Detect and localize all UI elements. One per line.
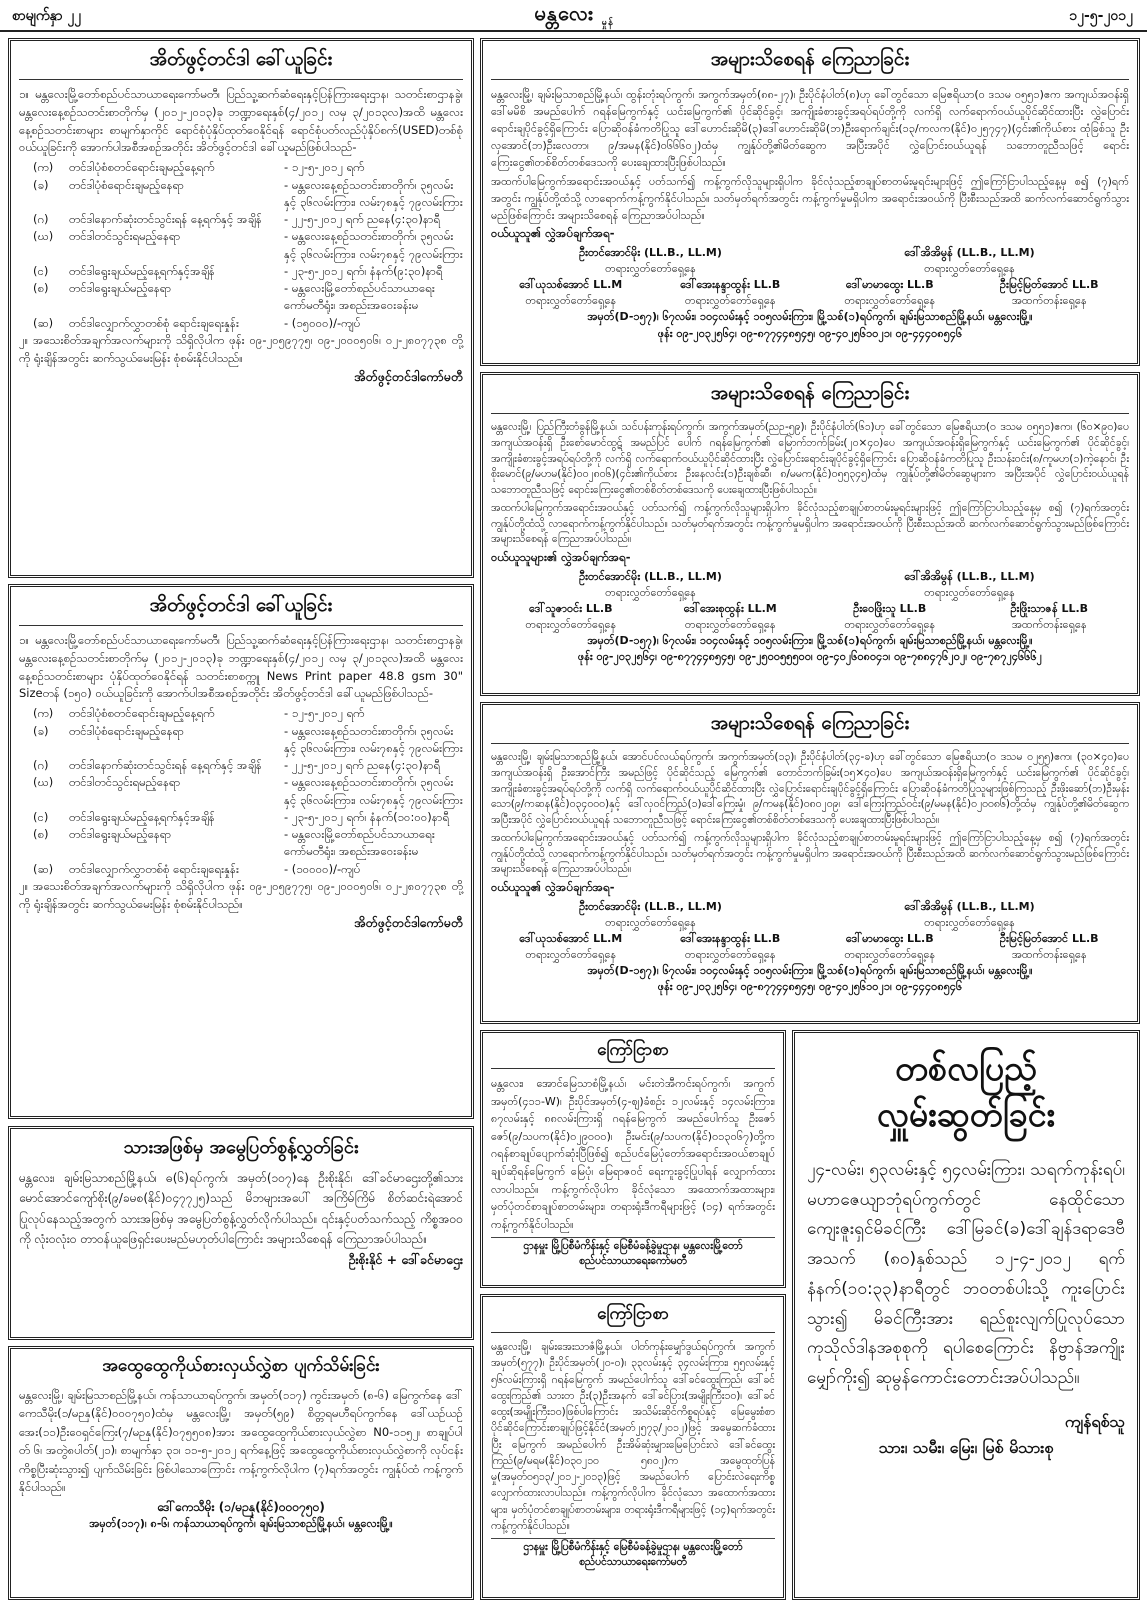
notice-body: မန္တလေးမြို့၊ ချမ်းမြသာစည်မြို့နယ်၊ အောင်ပင်လယ်ရပ်ကွက်၊ အကွက်အမှတ်(၁၃)၊ ဦးပိုင်နံပါတ်(၃၄-ခ)ဟု ခေါ်တွင်သော မြေဧရိယာ(၀ ဒသမ ၀၂၅၅)ဧက၊ (၃၀×၄၀)ပေ အကျယ်အဝန်းရှိ ဦးအောင်ကြီး အမည်ဖြင့် ပိုင်ဆိုင်သည့် မြေကွက်၏ တောင်ဘက်ခြမ်း(၁၅×၄၀)ပေ အကျယ်အဝန်းရှိမြေကွက်နှင့် ယင်းမြေကွက်၏ ပိုင်ဆိုင်ခွင့်၊ အကျိုးခံစားခွင့်အရပ်ရပ်တို့ကို လက်ရှိ လက်ရောက်ဝယ်ယူပိုင်ဆိုင်ထားပြီး လွှဲပြောင်းရောင်းချပိုင်ခွင့်ရှိကြောင်း ပြောဆိုဝန်ခံကတိပြုသူများဖြစ်ကြသည့် ဦးဖိုးဆော်(ဘ)ဦးမှန်းသော(၉/ကဆန(နိုင်)၀၃၄၀၀၀)နှင့် ဒေါ်လှဝင်ကြည်(၁)ဒေါ်ကြေးမှုံ၊ ၉/ကမန(နိုင်)၀၈၀၂၀၉၊ ဒေါ်ကြေးကြည်ဝင်း(၉/မမန(နိုင်)၀၂၀၀၈၆)တို့ထံမှ ကျွန်ုပ်တို့၏မိတ်ဆွေက အပြီးအပိုင် လွှဲပြောင်းဝယ်ယူရန် သဘောတူညီသဖြင့် ရောင်းကြေးငွေ၏တစ်စိတ်တစ်ဒေသကို ပေးချေထားပြီးဖြစ်ပါသည်။ — [491, 751, 1129, 826]
lawyer-role: တရားလွှတ်တော်ရှေ့နေ — [525, 294, 617, 308]
tender-intro: ၁။ မန္တလေးမြို့တော်စည်ပင်သာယာရေးကော်မတီ၊ ပြည်သူ့ဆက်ဆံရေးနှင့်ပြန်ကြားရေးဌာန၊ သတင်းစာဌာနခွဲ၊ မန္တလေးနေ့စဉ်သတင်းစာတိုက်မှ (၂၀၁၂-၂၀၁၃)ခု ဘဏ္ဍာရေးနှစ်(၄/၂၀၁၂ လမှ ၃/၂၀၁၃လ)အထိ မန္တလေးနေ့စဉ်သတင်းစာများ စာမျက်နှာကိုင် ရောင်စုံပုံနှိပ်ထုတ်ဝေနိုင်ရန် ရောင်စုံပတ်လည်ပုံနှိပ်စက်(USED)တစ်စုံဝယ်ယူခြင်းကို အောက်ပါအစီအစဉ်အတိုင်း အိတ်ဖွင့်တင်ဒါ ခေါ်ယူမည်ဖြစ်ပါသည်- — [19, 87, 463, 155]
tender-schedule — [19, 705, 463, 878]
row-label: တင်ဒါရွေးချယ်မည့်နေ့ရက်နှင့်အချိန် — [69, 263, 215, 278]
obituary-notice — [792, 1030, 1140, 1600]
lawyer — [810, 931, 970, 963]
disownment-notice — [8, 1126, 474, 1340]
tender-notice-2 — [8, 584, 474, 1119]
row-label: တင်ဒါနောက်ဆုံးတင်သွင်းရန် နေ့ရက်နှင့် အချိန် — [69, 758, 262, 772]
poa-title: အထွေထွေကိုယ်စားလှယ်လွှဲစာ ပျက်သိမ်းခြင်း — [102, 1356, 380, 1376]
row-value: - မန္တလေးနေ့စဉ်သတင်းစာတိုက်၊ ၃၅လမ်းနှင့် ၃၆လမ်းကြား၊ လမ်း၇၈နှင့် ၇၉လမ်းကြား — [284, 229, 463, 261]
row-key: (င) — [33, 809, 49, 824]
tender-title: အိတ်ဖွင့်တင်ဒါ ခေါ်ယူခြင်း — [19, 47, 463, 80]
office-phones: ဖုန်း ၀၉-၂၀၃၂၅၆၄၊ ၀၉-၈၇၇၄၄၈၅၄၅၊ ၀၉-၄၀၂၅၆၁၀၂၁၊ ၀၉-၄၄၄၀၈၅၄၆ — [657, 980, 963, 994]
obituary-title — [807, 1047, 1125, 1139]
page-header — [0, 0, 1147, 32]
row-value: - မန္တလေးနေ့စဉ်သတင်းစာတိုက်၊ ၃၅လမ်းနှင့် ၃၆လမ်းကြား၊ လမ်း၇၈နှင့် ၇၉လမ်းကြား — [284, 775, 463, 807]
notice-label: ဝယ်ယူသူ၏ လွှဲအပ်ချက်အရ- — [491, 880, 615, 894]
masthead-subtitle: မှုန် — [601, 18, 614, 28]
row-key: (ဆ) — [33, 315, 54, 330]
row-label: တင်ဒါရွေးချယ်မည့်နေရာ — [69, 281, 172, 295]
notice-objection: အထက်ပါမြေကွက်အရောင်းအဝယ်နှင့် ပတ်သက်၍ ကန့်ကွက်လိုသူများရှိပါက ခိုင်လုံသည့်စာချုပ်စာတမ်းမူရင်းများဖြင့် ဤကြော်ငြာပါသည့်နေ့မှ စ၍ (၇)ရက်အတွင်း ကျွန်ုပ်တို့ထံသို့ လာရောက်ကန့်ကွက်နိုင်ပါသည်။ သတ်မှတ်ရက်အတွင်း ကန့်ကွက်မှုမရှိပါက အရောင်းအဝယ်ကို ပြီးစီးသည်အထိ ဆက်လက်ဆောင်ရွက်သွားမည်ဖြစ်ကြောင်း အများသိစေရန် ကြေညာအပ်ပါသည်။ — [491, 501, 1129, 546]
masthead-title: မန္တလေး — [534, 1, 594, 25]
tender-schedule — [19, 159, 463, 332]
row-key: (စ) — [33, 827, 49, 841]
row-label: တင်ဒါလျှောက်လွှာတစ်စုံ ရောင်းချရေးနှုန်း — [69, 861, 239, 876]
lawyer-role: အထက်တန်းရှေ့နေ — [1011, 294, 1087, 308]
lawyer-name: ဒေါ်မာမာထွေး LL.B — [845, 278, 934, 292]
lawyer — [491, 245, 810, 277]
disown-signature: ဦးစိုးနိုင် + ဒေါ်ခင်မာဌေး — [348, 1251, 463, 1267]
lawyer — [491, 899, 810, 931]
lawyer-list-top — [491, 899, 1129, 931]
lawyer — [651, 601, 811, 633]
lawyer-list-bottom — [491, 601, 1129, 633]
ad-title: ကြော်ငြာစာ — [491, 1039, 775, 1069]
lawyer-name: ဒေါ်အိအိမွန် (LL.B., LL.M) — [904, 900, 1035, 913]
lawyer-list-top — [491, 569, 1129, 601]
lawyer-name: ဦးတင်အောင်မိုး (LL.B., LL.M) — [579, 570, 722, 583]
lawyer-name: ဦးဝေဖြိုးသူ LL.B — [853, 601, 927, 615]
disown-title: သားအဖြစ်မှ အမွေပြတ်စွန့်လွှတ်ခြင်း — [123, 1137, 359, 1158]
public-notice-3 — [480, 702, 1140, 1024]
lawyer-name: ဒေါ်အိအိမွန် (LL.B., LL.M) — [904, 246, 1035, 260]
ad-body: မန္တလေး၊ အောင်မြေသာစံမြို့နယ်၊ မင်းတဲအီကင်းရပ်ကွက်၊ အကွက်အမှတ်(၄၁၁-W)၊ ဦးပိုင်အမှတ်(၄-ဈ)ခံစဉ်း ၁၂လမ်းနှင့် ၁၄လမ်းကြား၊ ၈၇လမ်းနှင့် ၈၈လမ်းကြားရှိ ဂရန်မြေကွက် အမည်ပေါက်သူ ဦးဇော်ဇော်(၉/သပက(နိုင်)၀၂၉၀၀၀)၊ ဦးမင်း(၉/သပက(နိုင်)၀၁၃၀၆၇)တို့က ဂရန်စာချုပ်ပျောက်ဆုံးပြီဖြစ်၍ စည်ပင်မြေပုံတော်အရောင်းအဝယ်စာချုပ် ချုပ်ဆိုရန်မြေကွက် မြေပုံ၊ မြေရာဇဝင် ရေးကူးခွင့်ပြုပါရန် လျှောက်ထားလာပါသည်။ ကန့်ကွက်လိုပါက ခိုင်လုံသော အထောက်အထားများ၊ မှတ်ပုံတင်စာချုပ်စာတမ်းများ၊ တရားရုံးဒီကရီများဖြင့် (၁၄) ရက်အတွင်း ကန့်ကွက်နိုင်ပါသည်။ — [491, 1077, 775, 1231]
lawyer-name: ဦးဖြိုးသာဇန် LL.B — [1010, 601, 1089, 615]
lawyer-role: တရားလွှတ်တော်ရှေ့နေ — [844, 947, 936, 961]
lawyer — [491, 277, 651, 309]
office-address: အမှတ်(D-၁၅၇)၊ ၆၇လမ်း၊ ၁၀၄လမ်းနှင့် ၁၀၅လမ်းကြား၊ မြို့သစ်(၁)ရပ်ကွက်၊ ချမ်းမြသာစည်မြို့နယ်၊ မန္တလေးမြို့။ — [587, 633, 1033, 647]
lawyer — [810, 899, 1129, 931]
poa-body: မန္တလေးမြို့၊ ချမ်းမြသာစည်မြို့နယ်၊ ကန်သာယာရပ်ကွက်၊ အမှတ်(၁၁၇) ကွင်းအမှတ် (၈-၆) မြေကွက်နေ ဒေါ်ကေသီမိုး(၁/မဉနှ(နိုင်)၀၀၀၇၅၀)ထံမှ မန္တလေးမြို့၊ အမှတ်(၅၉) စိတ္တရမဟီရပ်ကွက်နေ ဒေါ်ယဉ်ယဉ်အေး(၁၁)ဦးဝေရှင်ကြေး(၇/မဉနှ(နိုင်)၀၇၅၅၀၈)အား အထွေထွေကိုယ်စားလှယ်လွှဲစာ N0-၁၁၅၂၊ စာချုပ်ပါတ် ၆၊ အတွဲ၈ပါတ်(၂၁)၊ စာမျက်နှာ ၃၁၊ ၁၁-၅-၂၀၁၂ ရက်နေ့ဖြင့် အထွေထွေကိုယ်စားလှယ်လွှဲစာကို လုပ်ငန်းကိစ္စပြီးဆုံးသွား၍ ပျက်သိမ်းခြင်း ဖြစ်ပါသောကြောင်း ကန့်ကွက်လိုပါက (၇)ရက်အတွင်း ကျွန်ုပ်ထံ ကန့်ကွက်နိုင်ပါသည်။ — [19, 1388, 463, 1494]
row-value: - မန္တလေးမြို့တော်စည်ပင်သာယာရေးကော်မတီရုံး၊ အစည်းအဝေးခန်းမ — [284, 827, 435, 859]
lawyer-name: ဒေါ်အေးနန္ဒာထွန်း LL.B — [680, 278, 781, 292]
disown-body: မန္တလေး၊ ချမ်းမြသာစည်မြို့နယ်၊ ဓ(၆)ရပ်ကွက်၊ အမှတ်(၁၀၇)နေ ဦးစိုးနိုင်၊ ဒေါ်ခင်မာဌေးတို့၏သား မောင်အောင်ကျော်စိုး(၉/ခမစ(နိုင်)၀၄၇၇၂၅)သည် မိဘများအပေါ် အကြိမ်ကြိမ် စိတ်ဆင်းရဲအောင်ပြုလုပ်နေသည့်အတွက် သားအဖြစ်မှ အမွေပြတ်စွန့်လွှတ်လိုက်ပါသည်။ ၎င်းနှင့်ပတ်သက်သည့် ကိစ္စအဝဝကို လုံးဝလုံးဝ တာဝန်ယူဖြေရှင်းပေးမည်မဟုတ်ပါကြောင်း အများသိစေရန် ကြေညာအပ်ပါသည်။ — [19, 1171, 463, 1247]
lawyer — [491, 931, 651, 963]
row-value: - ၂၂-၅-၂၀၁၂ ရက် ညနေ(၄:၃၀)နာရီ — [284, 758, 441, 772]
notice-body: မန္တလေးမြို့၊ ပြည်ကြီးတံခွန်မြို့နယ်၊ သင်ပန်းကုန်းရပ်ကွက်၊ အကွက်အမှတ်(ညဉ-၅၉)၊ ဦးပိုင်နံပါတ်(၆၁)ဟု ခေါ်တွင်သော မြေဧရိယာ(၀ ဒသမ ၀၅၅၁)ဧက၊ (၆၀×၉၀)ပေ အကျယ်အဝန်းရှိ ဦးစော်မောင်ထွဋ် အမည်ပြင် ပေါက် ဂရန်မြေကွက်၏ မြောက်ဘက်ခြမ်း(၂၀×၄၀)ပေ အကျယ်အဝန်းရှိမြေကွက်နှင့် ယင်းမြေကွက်၏ ပိုင်ဆိုင်ခွင့်၊ အကျိုးခံစားခွင့်အရပ်ရပ်တို့ကို လက်ရှိ လက်ရောက်ဝယ်ယူပိုင်ဆိုင်ထားပြီး လွှဲပြောင်းရောင်းချပိုင်ခွင့်ရှိကြောင်း ပြောဆိုဝန်ခံကတိပြုသူ ဦးသန်းဝင်း(၈/ကူမဟ(၁)ကဲ့နောင်၊ ဦးစိုးမောင်(၉/မဟမ(နိုင်)၀၀၂၈၀၆)(၄င်း၏ကိုယ်စား ဦးနေလင်း(၁)ဦးချစ်ဆီ၊ ၈/မမက(နိုင်)၀၅၅၃၄၅)ထံမှ ကျွန်ုပ်တို့၏မိတ်ဆွေများက အပြီးအပိုင် လွှဲပြောင်းဝယ်ယူရန် သဘောတူညီသဖြင့် ရောင်းကြေးငွေ၏တစ်စိတ်တစ်ဒေသကို ပေးချေထားပြီးဖြစ်ပါသည်။ — [491, 421, 1129, 496]
lawyer-role: တရားလွှတ်တော်ရှေ့နေ — [684, 947, 776, 961]
page-number: စာမျက်နှာ ၂၂ — [12, 8, 82, 24]
row-value: - (၁၅၀၀၀)/-ကျပ် — [284, 315, 361, 330]
lawyer — [810, 245, 1129, 277]
lawyer-list-top — [491, 245, 1129, 277]
ad-title: ကြော်ငြာစာ — [491, 1303, 775, 1333]
tender-contact: ၂။ အသေးစိတ်အချက်အလက်များကို သိရှိလိုပါက ဖုန်း ၀၉-၂၀၅၉၇၇၅၊ ၀၉-၂၀၀၀၅၀၆၊ ၀၂-၂၈၀၇၇၃၈ တို့ကို ရုံးချိန်အတွင်း ဆက်သွယ်မေးမြန်း စုံစမ်းနိုင်ပါသည်။ — [19, 878, 463, 911]
notice-objection: အထက်ပါမြေကွက်အရောင်းအဝယ်နှင့် ပတ်သက်၍ ကန့်ကွက်လိုသူများရှိပါက ခိုင်လုံသည့်စာချုပ်စာတမ်းမူရင်းများဖြင့် ဤကြော်ငြာပါသည့်နေ့မှ စ၍ (၇)ရက်အတွင်း ကျွန်ုပ်တို့ထံသို့ လာရောက်ကန့်ကွက်နိုင်ပါသည်။ သတ်မှတ်ရက်အတွင်း ကန့်ကွက်မှုမရှိပါက အရောင်းအဝယ်ကို ပြီးစီးသည်အထိ ဆက်လက်ဆောင်ရွက်သွားမည်ဖြစ်ကြောင်း အများသိစေရန် ကြေညာအပ်ပါသည်။ — [491, 175, 1129, 223]
row-value: - ၁၂-၅-၂၀၁၂ ရက် — [284, 706, 365, 721]
lawyer-role: တရားလွှတ်တော်ရှေ့နေ — [684, 617, 776, 631]
public-notice-1 — [480, 38, 1140, 366]
row-value: - ၁၂-၅-၂၀၁၂ ရက် — [284, 160, 365, 175]
lawyer-role: တရားလွှတ်တော်ရှေ့နေ — [605, 585, 696, 599]
office-address: အမှတ်(D-၁၅၇)၊ ၆၇လမ်း၊ ၁၀၄လမ်းနှင့် ၁၀၅လမ်းကြား၊ မြို့သစ်(၁)ရပ်ကွက်၊ ချမ်းမြသာစည်မြို့နယ်၊ မန္တလေးမြို့။ — [587, 963, 1033, 977]
tender-title: အိတ်ဖွင့်တင်ဒါ ခေါ်ယူခြင်း — [19, 593, 463, 626]
lawyer-role: တရားလွှတ်တော်ရှေ့နေ — [605, 262, 696, 276]
row-value: - မန္တလေးမြို့တော်စည်ပင်သာယာရေးကော်မတီရုံး၊ အစည်းအဝေးခန်းမ — [284, 281, 435, 313]
lawyer-role: တရားလွှတ်တော်ရှေ့နေ — [844, 294, 936, 308]
lawyer-name: ဒေါ်ယုသစ်အောင် LL.M — [519, 931, 623, 945]
lawyer-list-bottom — [491, 931, 1129, 963]
row-value: - မန္တလေးနေ့စဉ်သတင်းစာတိုက်၊ ၃၅လမ်းနှင့် ၃၆လမ်းကြား၊ လမ်း၇၈နှင့် ၇၉လမ်းကြား — [284, 177, 463, 209]
row-value: - ၂၂-၅-၂၀၁၂ ရက် ညနေ(၄:၃၀)နာရီ — [284, 212, 441, 226]
lawyer — [810, 277, 970, 309]
lawyer-name: ဦးတင်အောင်မိုး (LL.B., LL.M) — [579, 900, 722, 913]
lawyer — [970, 931, 1130, 963]
poa-cancellation-notice — [8, 1346, 474, 1600]
notice-body: မန္တလေးမြို့၊ ချမ်းမြသာစည်မြို့နယ်၊ ထွန်းတုံးရပ်ကွက်၊ အကွက်အမှတ်(၈၈-၂၇)၊ ဦးပိုင်နံပါတ်(၈)ဟု ခေါ်တွင်သော မြေဧရိယာ(၀ ဒသမ ၀၅၅၁)ဧက အကျယ်အဝန်းရှိ ဒေါ်မမိစိ အမည်ပေါက် ဂရန်မြေကွက်နှင့် ယင်းမြေကွက်၏ ပိုင်ဆိုင်ခွင့်၊ အကျိုးခံစားခွင့်အရပ်ရပ်တို့ကို လက်ရှိ လက်ရောက်ဝယ်ယူပိုင်ဆိုင်ထားပြီး လွှဲပြောင်းရောင်းချပိုင်ခွင့်ရှိကြောင်း ပြောဆိုဝန်ခံကတိပြုသူ ဒေါ်ဟောင်းဆိုမိ(၃)ဒေါ်ဟောင်းဆိုမိ(ဘ)ဦးရောက်ချင်း(၁၃/ကလက(နိုင်)၀၂၅၇၄၇)(၄င်း၏ကိုယ်စား ထုံခြစ်သူ ဦးလှအောင်(ဘ)ဦးလေတာ၊ ၉/အမန(နိုင်)၀၆၆၆၀၂)ထံမှ ကျွန်ုပ်တို့၏မိတ်ဆွေက အပြီးအပိုင် လွှဲပြောင်းဝယ်ယူရန် သဘောတူညီသဖြင့် ရောင်းကြေးငွေ၏တစ်စိတ်တစ်ဒေသကို ပေးချေထားပြီးဖြစ်ပါသည်။ — [491, 88, 1129, 170]
row-key: (က) — [33, 706, 54, 721]
lawyer — [491, 601, 651, 633]
masthead-logo — [520, 0, 628, 28]
row-label: တင်ဒါပုံစံရောင်းချမည့်နေရာ — [69, 723, 184, 738]
lawyer-role: အထက်တန်းရှေ့နေ — [1011, 947, 1087, 961]
lawyer-role: တရားလွှတ်တော်ရှေ့နေ — [605, 915, 696, 929]
obituary-signature: သား၊ သမီး၊ မြေး၊ မြစ် မိသားစု — [878, 1437, 1054, 1457]
lawyer — [810, 569, 1129, 601]
lawyer — [810, 601, 970, 633]
lawyer-role: တရားလွှတ်တော်ရှေ့နေ — [924, 262, 1015, 276]
office-phones: ဖုန်း ၀၉-၂၀၃၂၅၆၄၊ ၀၉-၈၇၇၄၄၈၅၄၅၊ ၀၉-၂၅၀၀၅၅၅၀၀၊ ၀၉-၄၀၂၆၀၈၀၄၁၊ ၀၉-၇၈၈၄၇၆၂၀၂၊ ၀၉-၇၈၇၂၄၆၆၆၂ — [577, 650, 1043, 664]
row-label: တင်ဒါရွေးချယ်မည့်နေ့ရက်နှင့်အချိန် — [69, 809, 215, 824]
lawyer-role: အထက်တန်းရှေ့နေ — [1011, 617, 1087, 631]
tender-intro: ၁။ မန္တလေးမြို့တော်စည်ပင်သာယာရေးကော်မတီ၊ ပြည်သူ့ဆက်ဆံရေးနှင့်ပြန်ကြားရေးဌာန၊ သတင်းစာဌာနခွဲ၊ မန္တလေးနေ့စဉ်သတင်းစာတိုက်မှ (၂၀၁၂-၂၀၁၃)ခု ဘဏ္ဍာရေးနှစ်(၄/၂၀၁၂ လမှ ၃/၂၀၁၃လ)အထိ မန္တလေးနေ့စဉ်သတင်းစာများ ပုံနှိပ်ထုတ်ဝေနိုင်ရန် သတင်းစာစက္ကူ News Print paper 48.8 gsm 30" Sizeတန် (၁၅၀) ဝယ်ယူခြင်းကို အောက်ပါအစီအစဉ်အတိုင်း အိတ်ဖွင့်တင်ဒါ ခေါ်ယူမည်ဖြစ်ပါသည်- — [19, 633, 463, 701]
row-key: (ဂ) — [33, 758, 49, 772]
row-value: - မန္တလေးနေ့စဉ်သတင်းစာတိုက်၊ ၃၅လမ်းနှင့် ၃၆လမ်းကြား၊ လမ်း၇၈နှင့် ၇၉လမ်းကြား — [284, 723, 463, 755]
lawyer — [651, 931, 811, 963]
row-key: (ဂ) — [33, 212, 49, 226]
public-notice-2 — [480, 372, 1140, 696]
lawyer — [970, 601, 1130, 633]
tender-signature: အိတ်ဖွင့်တင်ဒါကော်မတီ — [354, 915, 463, 931]
row-key: (ခ) — [33, 177, 49, 192]
obituary-signature-label: ကျန်ရစ်သူ — [1064, 1411, 1125, 1431]
row-label: တင်ဒါလျှောက်လွှာတစ်စုံ ရောင်းချရေးနှုန်း — [69, 315, 239, 330]
row-value: - (၁၀၀၀၀)/-ကျပ် — [284, 861, 361, 876]
row-key: (က) — [33, 160, 54, 175]
lawyer-list-bottom — [491, 277, 1129, 309]
lawyer-role: တရားလွှတ်တော်ရှေ့နေ — [844, 617, 936, 631]
row-label: တင်ဒါတင်သွင်းရမည့်နေရာ — [69, 775, 181, 790]
row-label: တင်ဒါပုံစံစတင်ရောင်းချမည့်နေ့ရက် — [69, 706, 215, 721]
obituary-title-line2: လှူမ်းဆွတ်ခြင်း — [876, 1094, 1056, 1135]
lawyer-name: ဦးမြင့်မြတ်အောင် LL.B — [999, 278, 1099, 292]
notice-objection: အထက်ပါမြေကွက်အရောင်းအဝယ်နှင့် ပတ်သက်၍ ကန့်ကွက်လိုသူများရှိပါက ခိုင်လုံသည့်စာချုပ်စာတမ်းမူရင်းများဖြင့် ဤကြော်ငြာပါသည့်နေ့မှ စ၍ (၇)ရက်အတွင်း ကျွန်ုပ်တို့ထံသို့ လာရောက်ကန့်ကွက်နိုင်ပါသည်။ သတ်မှတ်ရက်အတွင်း ကန့်ကွက်မှုမရှိပါက အရောင်းအဝယ်ကို ပြီးစီးသည်အထိ ဆက်လက်ဆောင်ရွက်သွားမည်ဖြစ်ကြောင်း အများသိစေရန် ကြေညာအပ်ပါသည်။ — [491, 831, 1129, 876]
lawyer-name: ဒေါ်ယုသစ်အောင် LL.M — [519, 278, 623, 292]
lawyer-role: တရားလွှတ်တော်ရှေ့နေ — [525, 947, 617, 961]
lawyer-name: ဦးတင်အောင်မိုး (LL.B., LL.M) — [579, 246, 722, 260]
row-value: - ၂၃-၅-၂၀၁၂ ရက်၊ နံနက်(၉:၃၀)နာရီ — [284, 263, 443, 278]
row-label: တင်ဒါနောက်ဆုံးတင်သွင်းရန် နေ့ရက်နှင့် အချိန် — [69, 212, 262, 226]
tender-notice-1 — [8, 38, 474, 578]
ad-body: မန္တလေးမြို့၊ ချမ်းအေးသာဇံမြို့နယ်၊ ပါတ်ကုန်းမျှော်ဒွယ်ရပ်ကွက်၊ အကွက်အမှတ်(၅၇၇)၊ ဦးပိုင်အမှတ်(၂၀-ဝ)၊ ၃၃လမ်းနှင့် ၃၄လမ်းကြား၊ ၅၅လမ်းနှင့် ၅၆လမ်းကြားရှိ ဂရန်မြေကွက် အမည်ပေါက်သူ ဒေါ်ခင်ထွေးကြည်၊ ဒေါ်ခင်ထွေးကြည်၏ သားတ ဦး(၃)ဦးအနက် ဒေါ်ခင်ပြား(အမျိုးကြီး၁၀)၊ ဒေါ်ခင်ထွေး(အမျိုးကြီး၁၀)ဖြစ်ပါကြောင်း အသိမ်းဆိုင်ကိစ္စရပ်နှင့် မြေမွေးစံစာ ပိုင်ဆိုင်ကြောင်းစာချုပ်ဖြင့်နိုင်ငံ(အမှတ်၂၅၇၃/၂၀၁၂)ဖြင့် အမွေဆက်ခံထားပြီး မြေကွက် အမည်ပေါက် ဦးအိမ်ဆုံးမျှားမြေပြောင်းလဲ ဒေါ်ခင်ထွေးကြည်(၉/မရမ(နိုင်)၀၃၀၂၁၀ ၅၈၀၂)က အမွေထုတ်ပြန်မှု(အမှတ်၀၅၁၃/၂၀၁၂-၂၀၁၃)ဖြင့် အမည်ပေါက် ပြောင်းလဲရေးကိစ္စ လျှောက်ထားလာပါသည်။ ကန့်ကွက်လိုပါက ခိုင်လုံသော အထောက်အထားများ၊ မှတ်ပုံတင်စာချုပ်စာတမ်းများ၊ တရားရုံးဒီကရီများဖြင့် (၁၄)ရက်အတွင်း ကန့်ကွက်နိုင်ပါသည်။ — [491, 1341, 775, 1532]
row-key: (ဆ) — [33, 861, 54, 876]
advertisement-2 — [480, 1294, 786, 1600]
notice-title: အများသိစေရန် ကြေညာခြင်း — [491, 47, 1129, 80]
row-label: တင်ဒါတင်သွင်းရမည့်နေရာ — [69, 229, 181, 244]
ad-footer: ဌာနမှူး မြို့ပြစီမံကိန်းနှင့် မြေစီမံခန့်ခွဲမှုဌာန၊ မန္တလေးမြို့တော်စည်ပင်သာယာရေးကော်မတီ — [491, 1237, 775, 1270]
lawyer-role: တရားလွှတ်တော်ရှေ့နေ — [924, 915, 1015, 929]
row-value: - ၂၃-၅-၂၀၁၂ ရက်၊ နံနက်(၁၀:၀၀)နာရီ — [284, 809, 450, 824]
row-key: (စ) — [33, 281, 49, 295]
poa-address: အမှတ်(၁၁၇)၊ ၈-၆၊ ကန်သာယာရပ်ကွက်၊ ချမ်းမြသာစည်မြို့နယ်၊ မန္တလေးမြို့။ — [89, 1517, 393, 1531]
row-key: (ဃ) — [33, 229, 54, 244]
notice-label: ဝယ်ယူသူများ၏ လွှဲအပ်ချက်အရ- — [491, 550, 631, 564]
lawyer-name: ဒေါ်အိအိမွန် (LL.B., LL.M) — [904, 570, 1035, 583]
notice-label: ဝယ်ယူသူ၏ လွှဲအပ်ချက်အရ- — [491, 226, 615, 241]
tender-signature: အိတ်ဖွင့်တင်ဒါကော်မတီ — [354, 369, 463, 385]
lawyer — [970, 277, 1130, 309]
lawyer-name: ဦးမြင့်မြတ်အောင် LL.B — [999, 931, 1099, 945]
lawyer-role: တရားလွှတ်တော်ရှေ့နေ — [924, 585, 1015, 599]
lawyer — [491, 569, 810, 601]
lawyer-name: ဒေါ်သူဇာဝင်း LL.B — [529, 601, 613, 615]
row-label: တင်ဒါပုံစံရောင်းချမည့်နေရာ — [69, 177, 184, 192]
page-date: ၁၂-၅-၂၀၁၂ — [1069, 8, 1133, 24]
lawyer-role: တရားလွှတ်တော်ရှေ့နေ — [684, 294, 776, 308]
row-key: (ခ) — [33, 723, 49, 738]
row-key: (င) — [33, 263, 49, 278]
obituary-body: ၂၄-လမ်း၊ ၅၃လမ်းနှင့် ၅၄လမ်းကြား၊ သရက်ကုန်းရပ်၊ မဟာဇေယျာဘုံရပ်ကွက်တွင် နေထိုင်သော ကျေးဇူးရှင်မိခင်ကြီး ဒေါ်မြခင်(ခ)ဒေါ်ချန်ဒရာဒေဗီ အသက် (၈၀)နှစ်သည် ၁၂-၄-၂၀၁၂ ရက် နံနက်(၁၀:၃၃)နာရီတွင် ဘဝတစ်ပါးသို့ ကူးပြောင်းသွား၍ မိခင်ကြီးအား ရည်စူးလျက်ပြုလုပ်သော ကုသိုလ်ဒါနအစုစုကို ရပါစေကြောင်း နိဗ္ဗာန်အကျိုး မျှော်ကိုး၍ ဆုမွန်ကောင်းတောင်းအပ်ပါသည်။ — [807, 1159, 1125, 1389]
notice-title: အများသိစေရန် ကြေညာခြင်း — [491, 381, 1129, 414]
row-label: တင်ဒါပုံစံစတင်ရောင်းချမည့်နေ့ရက် — [69, 160, 215, 175]
notice-title: အများသိစေရန် ကြေညာခြင်း — [491, 711, 1129, 744]
office-phones: ဖုန်း ၀၉-၂၀၃၂၅၆၄၊ ၀၉-၈၇၇၄၄၈၅၄၅၊ ၀၉-၄၀၂၅၆၁၀၂၁၊ ၀၉-၄၄၄၀၈၅၄၆ — [657, 326, 963, 340]
lawyer-name: ဒေါ်အေးနန္ဒာထွန်း LL.B — [680, 931, 781, 945]
poa-signature: ဒေါ်ကေသီမိုး (၁/မဉနှ(နိုင်)၀၀၀၇၅၀) — [157, 1500, 325, 1515]
lawyer — [651, 277, 811, 309]
obituary-title-line1: တစ်လပြည့် — [894, 1049, 1038, 1089]
row-key: (ဃ) — [33, 775, 54, 790]
lawyer-name: ဒေါ်အေးစုထွန်း LL.M — [683, 601, 777, 615]
row-label: တင်ဒါရွေးချယ်မည့်နေရာ — [69, 827, 172, 841]
advertisement-1 — [480, 1030, 786, 1288]
lawyer-role: တရားလွှတ်တော်ရှေ့နေ — [525, 617, 617, 631]
ad-footer: ဌာနမှူး မြို့ပြစီမံကိန်းနှင့် မြေစီမံခန့်ခွဲမှုဌာန၊ မန္တလေးမြို့တော်စည်ပင်သာယာရေးကော်မတီ — [491, 1538, 775, 1571]
tender-contact: ၂။ အသေးစိတ်အချက်အလက်များကို သိရှိလိုပါက ဖုန်း ၀၉-၂၀၅၉၇၇၅၊ ၀၉-၂၀၀၀၅၀၆၊ ၀၂-၂၈၀၇၇၃၈ တို့ကို ရုံးချိန်အတွင်း ဆက်သွယ်မေးမြန်း စုံစမ်းနိုင်ပါသည်။ — [19, 332, 463, 365]
lawyer-name: ဒေါ်မာမာထွေး LL.B — [845, 931, 934, 945]
office-address: အမှတ်(D-၁၅၇)၊ ၆၇လမ်း၊ ၁၀၄လမ်းနှင့် ၁၀၅လမ်းကြား၊ မြို့သစ်(၁)ရပ်ကွက်၊ ချမ်းမြသာစည်မြို့နယ်၊ မန္တလေးမြို့။ — [587, 310, 1033, 324]
